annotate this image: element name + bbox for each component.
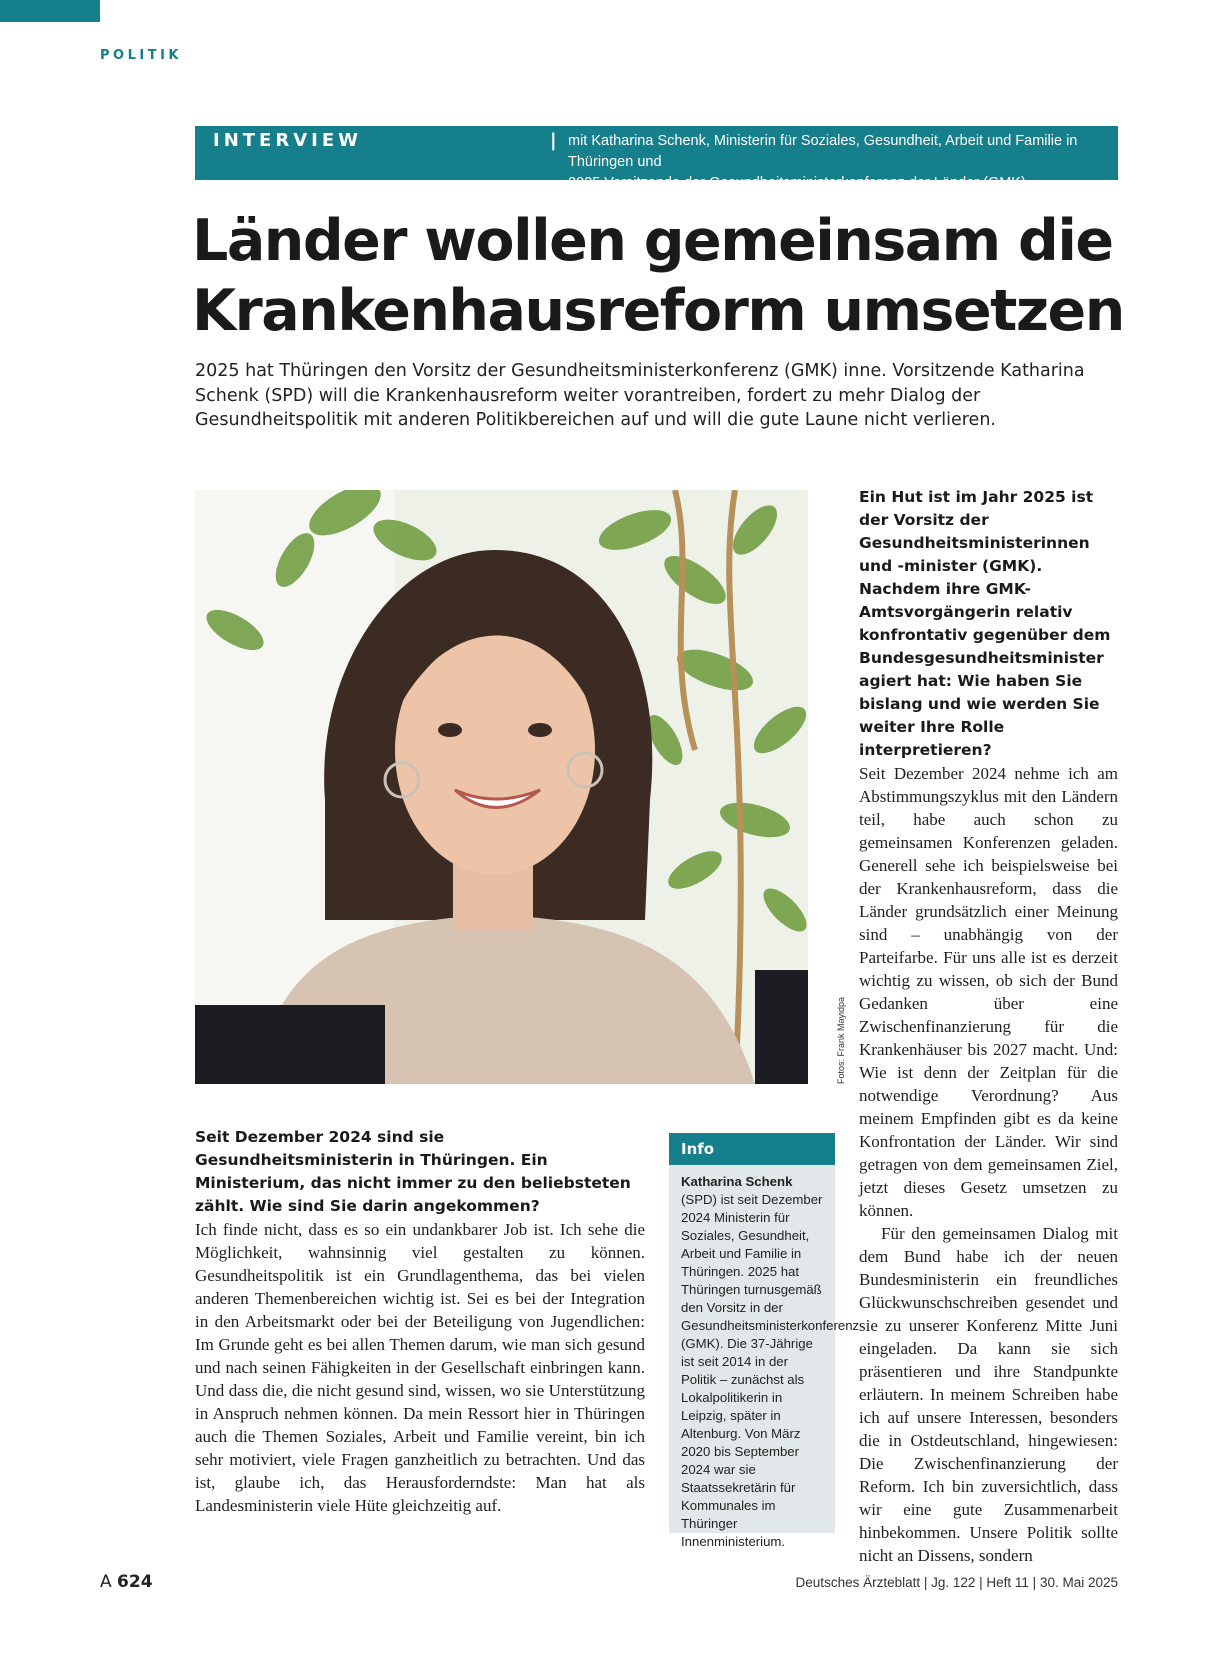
info-box-text: (SPD) ist seit Dezember 2024 Ministerin für Soziales, Gesundheit, Arbeit und Familie in Thüringen. 2025 hat Thüringen turnusgemäß den Vorsitz in der Gesundheitsministerkonferenz (GMK). Die 37-Jährige ist seit 2014 in der Politik – zunächst als Lokalpolitikerin in Leipzig, später in Altenburg. Von März 2020 bis September 2024 war sie Staatssekretärin für Kommunales im Thüringer Innenministerium. bbox=[681, 1192, 860, 1549]
interview-label: INTERVIEW bbox=[213, 130, 362, 151]
interview-subtitle-line1: mit Katharina Schenk, Ministerin für Soziales, Gesundheit, Arbeit und Familie in Thüringen und bbox=[568, 133, 1078, 170]
headline-line2: Krankenhausreform umsetzen bbox=[192, 278, 1124, 344]
photo-credit: Fotos: Frank Mayidpa bbox=[836, 996, 846, 1084]
answer-1: Ich finde nicht, dass es so ein undankbarer Job ist. Ich sehe die Möglichkeit, wahnsinnig viel gestalten zu können. Gesundheitspolitik ist ein Grundlagenthema, das bei vielen anderen Themenbereichen wichtig ist. Sei es bei der Integration in den Arbeitsmarkt oder bei der Beteiligung von Jugendlichen: Im Grunde geht es bei allen Themen darum, wie man sich gesund und nach seinen Fähigkeiten in der Gesellschaft einbringen kann. Und dass die, die nicht gesund sind, wissen, wo sie Unterstützung in Anspruch nehmen können. Da mein Ressort hier in Thüringen auch die Themen Soziales, Arbeit und Familie vereint, bin ich sehr motiviert, viele Fragen ganzheitlich zu betrachten. Und das ist, glaube ich, das Herausforderndste: Man hat als Landesministerin viele Hüte gleichzeitig auf. bbox=[195, 1220, 645, 1515]
info-box bbox=[669, 1133, 860, 1549]
info-box-name: Katharina Schenk bbox=[681, 1174, 793, 1189]
interview-subtitle bbox=[568, 131, 1113, 194]
lead-paragraph: 2025 hat Thüringen den Vorsitz der Gesundheitsministerkonferenz (GMK) inne. Vorsitzende Katharina Schenk (SPD) will die Krankenhausreform weiter vorantreiben, fordert zu mehr Dialog der Gesundheitspolitik mit anderen Politikbereichen auf und will die gute Laune nicht verlieren. bbox=[195, 361, 1085, 430]
interview-banner bbox=[195, 126, 1118, 191]
headline-line1: Länder wollen gemeinsam die bbox=[192, 208, 1113, 274]
left-column bbox=[195, 1126, 645, 1517]
interview-subtitle-line2: 2025 Vorsitzende der Gesundheitsministerkonferenz der Länder (GMK) bbox=[568, 175, 1026, 191]
interview-separator: | bbox=[550, 130, 557, 151]
answer-2-part2: Für den gemeinsamen Dialog mit dem Bund habe ich der neuen Bundesministerin ein freundliches Glückwunschschreiben gesendet und sie zu unserer Konferenz Mitte Juni eingeladen. Da kann sie sich präsentieren und ihre Standpunkte erläutern. In meinem Schreiben habe ich auf unsere Interessen, besonders die in Ostdeutschland, hingewiesen: Die Zwischenfinanzierung der Reform. Ich bin zuversichtlich, dass wir eine gute Zusammenarbeit hinbekommen. Unsere Politik sollte nicht an Dissens, sondern bbox=[859, 1224, 1118, 1565]
portrait-illustration bbox=[195, 490, 808, 1084]
section-label: POLITIK bbox=[100, 48, 182, 63]
corner-accent-bar bbox=[0, 0, 100, 22]
info-box-title: Info bbox=[669, 1133, 835, 1165]
headline bbox=[192, 206, 1132, 346]
page-prefix: A bbox=[100, 1572, 112, 1592]
right-column bbox=[859, 486, 1118, 1567]
answer-2-part1: Seit Dezember 2024 nehme ich am Abstimmungszyklus mit den Ländern teil, habe auch schon zu gemeinsamen Konferenzen geladen. Generell sehe ich beispielsweise bei der Krankenhausreform, dass die Länder grundsätzlich einer Meinung sind – unabhängig von der Parteifarbe. Für uns alle ist es derzeit wichtig zu wissen, ob sich der Bund Gedanken über eine Zwischenfinanzierung für die Krankenhäuser bis 2027 macht. Und: Wie ist denn der Zeitplan für die notwendige Verordnung? Aus meinem Empfinden gibt es da keine Konfrontation der Länder. Wir sind getragen von dem gemeinsamen Ziel, jetzt dieses Gesetz umsetzen zu können. bbox=[859, 764, 1118, 1220]
portrait-photo bbox=[195, 490, 808, 1084]
page-number bbox=[100, 1572, 153, 1592]
page-number-value: 624 bbox=[117, 1572, 153, 1592]
question-2: Ein Hut ist im Jahr 2025 ist der Vorsitz der Gesundheitsministerinnen und -minister (GMK). Nachdem ihre GMK-Amtsvorgängerin relativ konfrontativ gegenüber dem Bundesgesundheitsminister agiert hat: Wie haben Sie bislang und wie werden Sie weiter Ihre Rolle interpretieren? bbox=[859, 488, 1111, 759]
question-1: Seit Dezember 2024 sind sie Gesundheitsministerin in Thüringen. Ein Ministerium, das nicht immer zu den beliebsteten zählt. Wie sind Sie darin angekommen? bbox=[195, 1128, 631, 1215]
info-box-body bbox=[669, 1165, 860, 1551]
journal-citation: Deutsches Ärzteblatt | Jg. 122 | Heft 11 | 30. Mai 2025 bbox=[795, 1575, 1118, 1590]
